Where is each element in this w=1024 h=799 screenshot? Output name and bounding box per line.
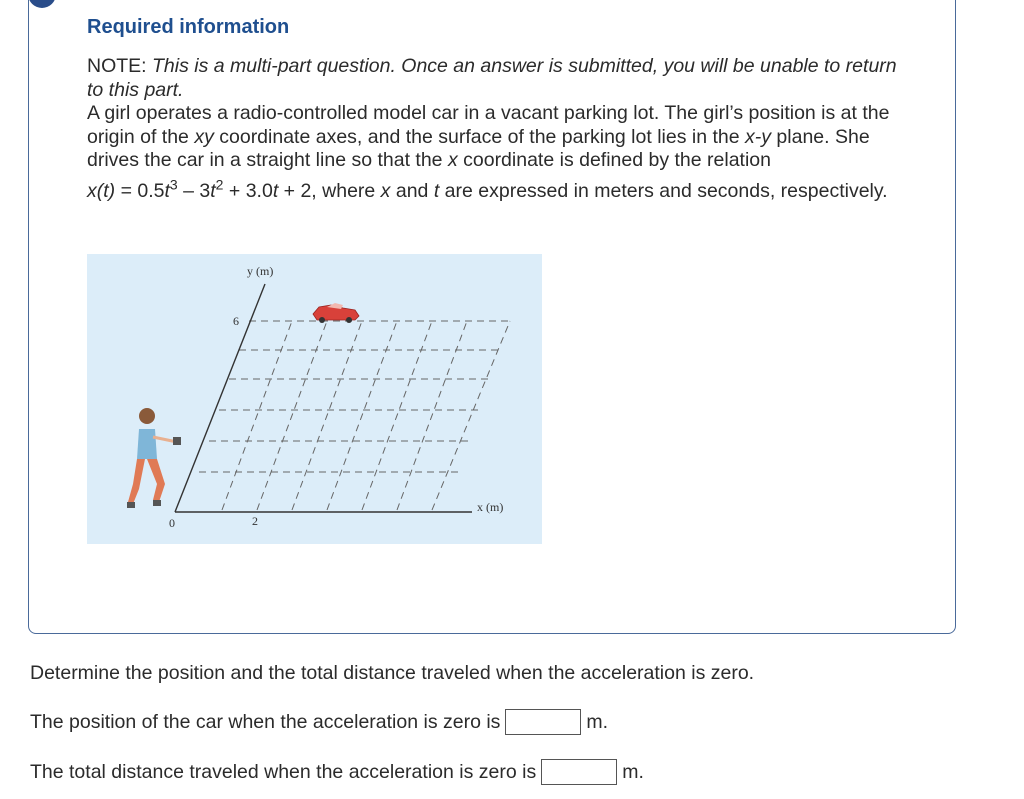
girl-icon (127, 408, 181, 508)
x-tick-0: 0 (169, 516, 175, 530)
eq-t2: t (210, 179, 216, 202)
distance-unit: m. (622, 760, 644, 783)
eq-part-b: – 3 (177, 179, 211, 202)
x-var: x (447, 149, 458, 171)
grid-slanted-lines (222, 321, 510, 510)
problem-description (87, 102, 917, 203)
note-text: This is a multi-part question. Once an answer is submitted, you will be unable to return to this part. (87, 55, 897, 101)
eq-part-c: + 3.0 (223, 179, 273, 202)
position-answer-row (30, 709, 608, 735)
and-word: and (395, 179, 429, 202)
y-axis (175, 284, 265, 512)
y-tick-6: 6 (233, 314, 239, 328)
position-question-label: The position of the car when the acceleration is zero is (30, 710, 501, 733)
x-axis-label: x (m) (477, 500, 504, 514)
distance-answer-input[interactable] (541, 759, 617, 785)
xy-var: xy (194, 125, 214, 148)
t-var: t (433, 179, 440, 202)
problem-text-1: A girl operates a radio-controlled model car in a vacant parking lot. The girl’s position is at the origin of the (87, 102, 890, 148)
problem-text-5: are expressed in meters and seconds, respectively. (444, 179, 888, 202)
question-prompt: Determine the position and the total distance traveled when the acceleration is zero. (30, 662, 755, 684)
distance-question-label: The total distance traveled when the acceleration is zero is (30, 760, 537, 783)
x-tick-2: 2 (252, 514, 258, 528)
problem-text-2: coordinate axes, and the surface of the parking lot lies in the (219, 125, 740, 148)
position-equation (87, 176, 376, 204)
multi-part-note (87, 55, 917, 102)
eq-part-a: = 0.5 (115, 179, 165, 202)
note-label: NOTE: (87, 55, 147, 77)
problem-text-4: coordinate is defined by the relation (463, 149, 771, 171)
position-answer-input[interactable] (505, 709, 581, 735)
red-car-icon (313, 303, 359, 323)
grid-horizontal-lines (199, 321, 510, 472)
figure-svg (87, 254, 542, 544)
required-information-heading: Required information (87, 16, 290, 38)
eq-xt: x(t) (87, 179, 116, 202)
eq-t3: t (272, 179, 279, 202)
distance-answer-row (30, 759, 644, 785)
eq-part-d: + 2, where (278, 179, 376, 202)
xy-plane-var: x-y (745, 125, 771, 148)
eq-t1: t (164, 179, 170, 202)
eq-exp3: 3 (169, 176, 178, 192)
problem-text-3: plane. She drives the car in a straight line so that the (87, 125, 870, 171)
x-var-2: x (380, 179, 391, 202)
eq-exp2: 2 (215, 176, 224, 192)
parking-lot-figure (87, 254, 542, 544)
position-unit: m. (586, 710, 609, 733)
y-axis-label: y (m) (247, 264, 274, 278)
